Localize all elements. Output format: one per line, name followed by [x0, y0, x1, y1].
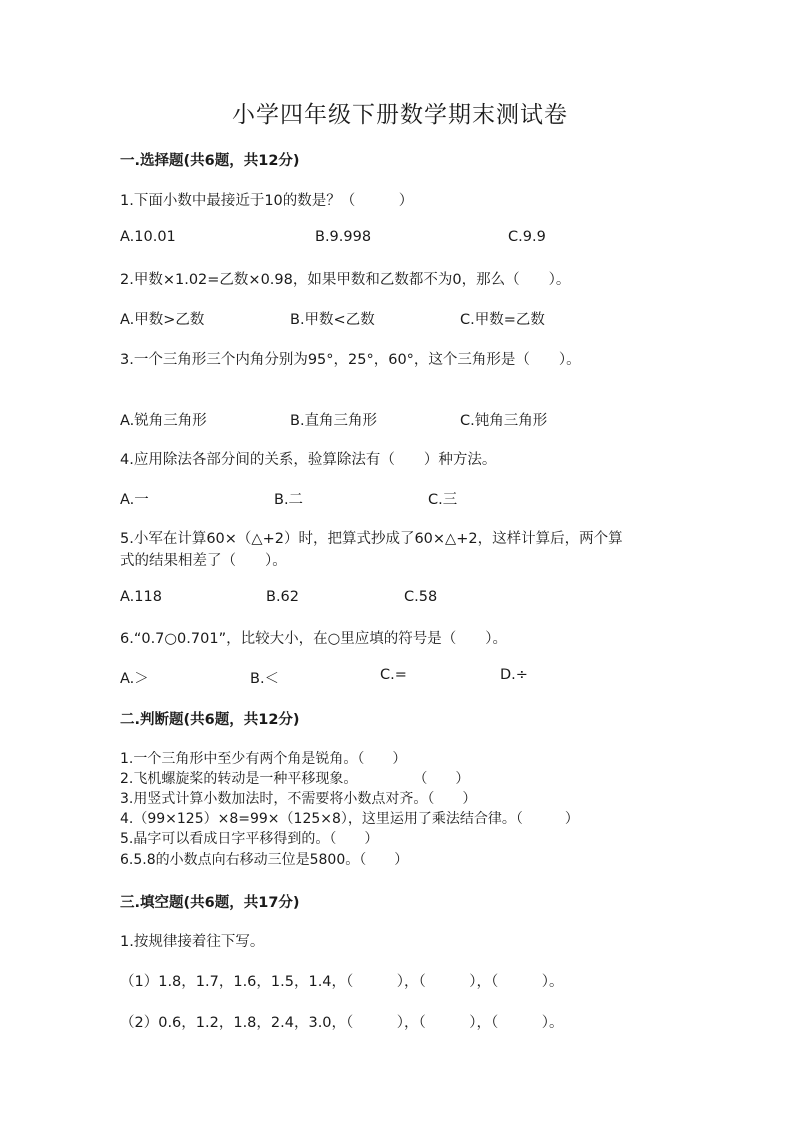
- question-6-option-d: D.÷: [500, 667, 528, 683]
- question-5-option-a: A.118: [120, 589, 162, 605]
- question-4-text: 4.应用除法各部分间的关系，验算除法有（ ）种方法。: [120, 452, 497, 468]
- question-1-text: 1.下面小数中最接近于10的数是？（ ）: [120, 193, 414, 209]
- judgement-item: 4.（99×125）×8=99×（125×8），这里运用了乘法结合律。（ ）: [120, 811, 579, 827]
- question-2-option-a: A.甲数>乙数: [120, 312, 205, 328]
- question-2-option-b: B.甲数<乙数: [290, 312, 375, 328]
- question-1-option-a: A.10.01: [120, 229, 176, 245]
- page-title: 小学四年级下册数学期末测试卷: [232, 102, 568, 128]
- fill-question-1-text: 1.按规律接着往下写。: [120, 934, 265, 950]
- question-2-text: 2.甲数×1.02=乙数×0.98，如果甲数和乙数都不为0，那么（ ）。: [120, 272, 571, 288]
- question-5-text-line-2: 式的结果相差了（ ）。: [120, 553, 287, 569]
- section-heading-choice: 一.选择题(共6题，共12分): [120, 153, 300, 169]
- question-6-text: 6.“0.7○0.701”，比较大小，在○里应填的符号是（ ）。: [120, 631, 507, 647]
- judgement-item: 2.飞机螺旋桨的转动是一种平移现象。 （ ）: [120, 771, 470, 787]
- fill-question-1-line-1: （1）1.8，1.7，1.6，1.5，1.4，（ ），（ ），（ ）。: [120, 974, 564, 990]
- question-5-option-c: C.58: [404, 589, 438, 605]
- question-1-option-c: C.9.9: [508, 229, 546, 245]
- judgement-item: 5.晶字可以看成日字平移得到的。（ ）: [120, 831, 379, 847]
- question-2-option-c: C.甲数=乙数: [460, 312, 545, 328]
- section-heading-fill-in: 三.填空题(共6题，共17分): [120, 895, 300, 911]
- section-heading-true-false: 二.判断题(共6题，共12分): [120, 712, 300, 728]
- question-3-option-c: C.钝角三角形: [460, 413, 548, 429]
- question-3-text: 3.一个三角形三个内角分别为95°，25°，60°，这个三角形是（ ）。: [120, 352, 581, 368]
- question-6-option-b: B.＜: [250, 671, 280, 687]
- question-3-option-b: B.直角三角形: [290, 413, 378, 429]
- judgement-item: 3.用竖式计算小数加法时，不需要将小数点对齐。（ ）: [120, 791, 477, 807]
- question-6-option-c: C.=: [380, 667, 407, 683]
- question-4-option-a: A.一: [120, 492, 149, 508]
- question-4-option-c: C.三: [428, 492, 458, 508]
- question-1-option-b: B.9.998: [315, 229, 372, 245]
- question-3-option-a: A.锐角三角形: [120, 413, 207, 429]
- question-6-option-a: A.＞: [120, 671, 149, 687]
- question-4-option-b: B.二: [274, 492, 304, 508]
- fill-question-1-line-2: （2）0.6，1.2，1.8，2.4，3.0，（ ），（ ），（ ）。: [120, 1015, 564, 1031]
- question-5-option-b: B.62: [266, 589, 300, 605]
- question-5-text-line-1: 5.小军在计算60×（△+2）时，把算式抄成了60×△+2，这样计算后，两个算: [120, 531, 623, 547]
- judgement-item: 6.5.8的小数点向右移动三位是5800。（ ）: [120, 852, 409, 868]
- judgement-item: 1.一个三角形中至少有两个角是锐角。（ ）: [120, 751, 407, 767]
